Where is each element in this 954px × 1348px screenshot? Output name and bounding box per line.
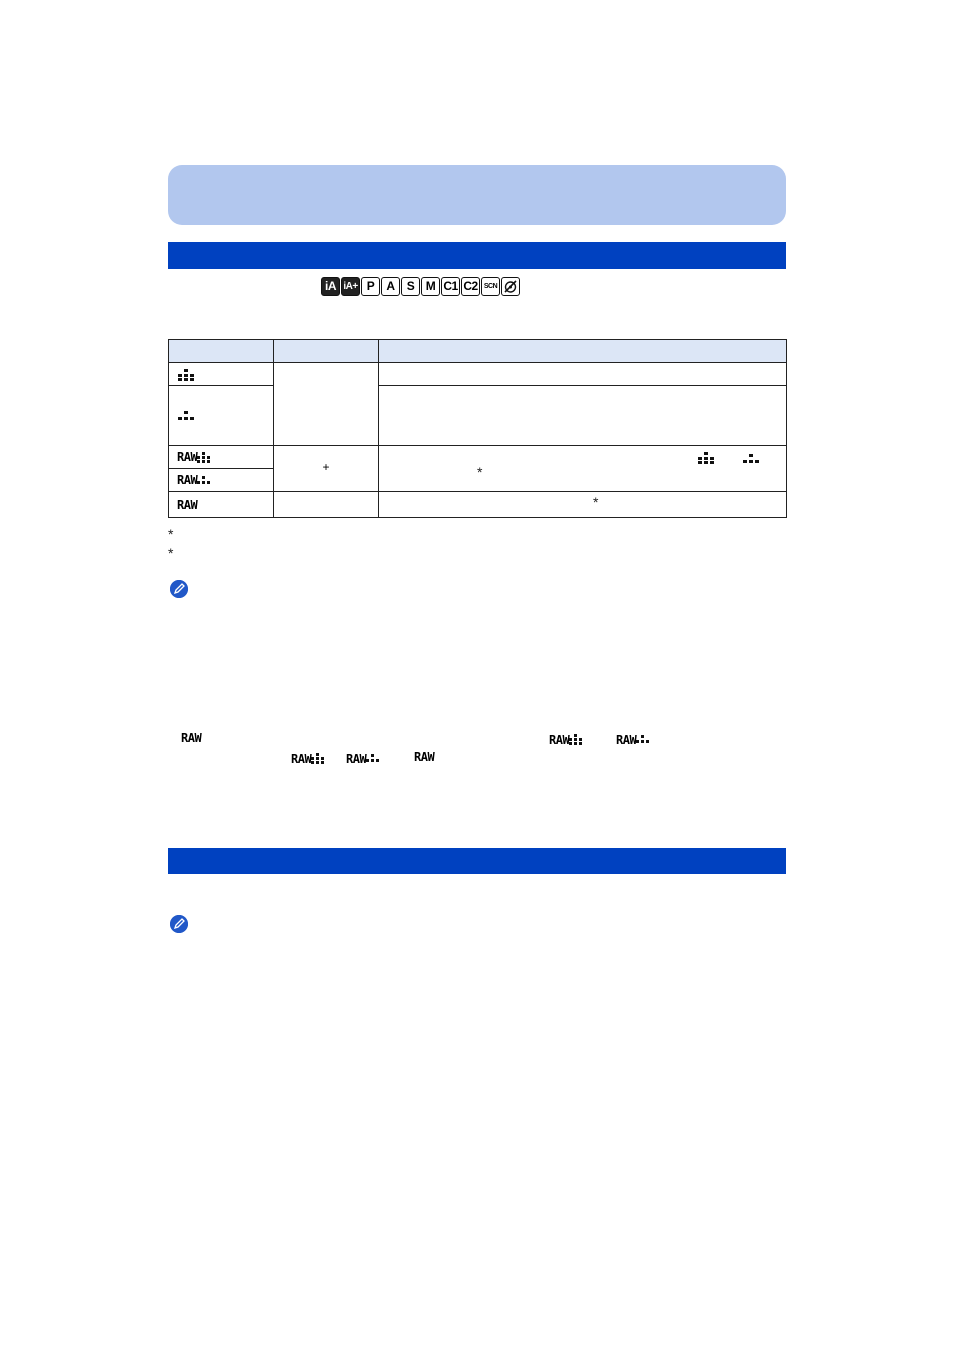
manual-mode-icon: M <box>421 277 440 296</box>
table-header-cell <box>169 340 274 363</box>
table-cell-description <box>379 363 787 386</box>
custom2-mode-icon: C2 <box>461 277 480 296</box>
creative-control-icon <box>501 277 520 296</box>
custom1-mode-icon: C1 <box>441 277 460 296</box>
raw-label: RAW <box>291 752 312 766</box>
raw-label: RAW <box>414 750 435 764</box>
raw-label: RAW <box>181 731 202 745</box>
raw-label: RAW <box>177 497 198 512</box>
table-row <box>169 363 787 386</box>
section-header-bar <box>168 848 786 874</box>
footnote-mark: * <box>477 464 483 480</box>
raw-standard-icon <box>346 750 380 768</box>
raw-fine-icon <box>549 731 583 749</box>
table-cell-description <box>379 446 787 492</box>
program-mode-icon: P <box>361 277 380 296</box>
plus-sign: + <box>322 459 330 474</box>
aperture-mode-icon: A <box>381 277 400 296</box>
footnote-mark: * <box>168 526 174 542</box>
raw-fine-icon <box>169 446 274 469</box>
intelligent-auto-plus-icon: iA+ <box>341 277 360 296</box>
quality-table <box>168 339 787 518</box>
table-row <box>169 446 787 469</box>
scene-mode-icon: SCN <box>481 277 500 296</box>
raw-standard-icon <box>616 731 650 749</box>
table-header-cell <box>274 340 379 363</box>
table-cell-format-jpeg <box>274 363 379 446</box>
raw-label: RAW <box>616 733 637 747</box>
fine-quality-icon <box>697 452 715 464</box>
footnote-mark: * <box>168 545 174 561</box>
raw-label: RAW <box>177 450 198 464</box>
raw-label: RAW <box>549 733 570 747</box>
raw-standard-icon <box>169 469 274 492</box>
section-header-bar <box>168 242 786 269</box>
table-header-row <box>169 340 787 363</box>
table-cell-format-raw-jpeg <box>274 446 379 492</box>
note-pencil-icon <box>170 915 188 933</box>
raw-only-icon <box>169 492 274 518</box>
table-header-cell <box>379 340 787 363</box>
fine-quality-icon <box>169 363 274 386</box>
standard-quality-icon <box>742 454 760 464</box>
raw-fine-icon <box>291 750 325 768</box>
note-pencil-icon <box>170 580 188 598</box>
table-cell-description <box>379 386 787 446</box>
table-cell-format-raw <box>274 492 379 518</box>
intelligent-auto-icon: iA <box>321 277 340 296</box>
raw-label: RAW <box>346 752 367 766</box>
raw-label: RAW <box>177 473 198 487</box>
mode-icons <box>321 277 520 297</box>
shutter-mode-icon: S <box>401 277 420 296</box>
footnote-mark: * <box>593 494 599 510</box>
table-row <box>169 492 787 518</box>
title-band <box>168 165 786 225</box>
standard-quality-icon <box>169 386 274 446</box>
table-row <box>169 386 787 446</box>
table-cell-description <box>379 492 787 518</box>
